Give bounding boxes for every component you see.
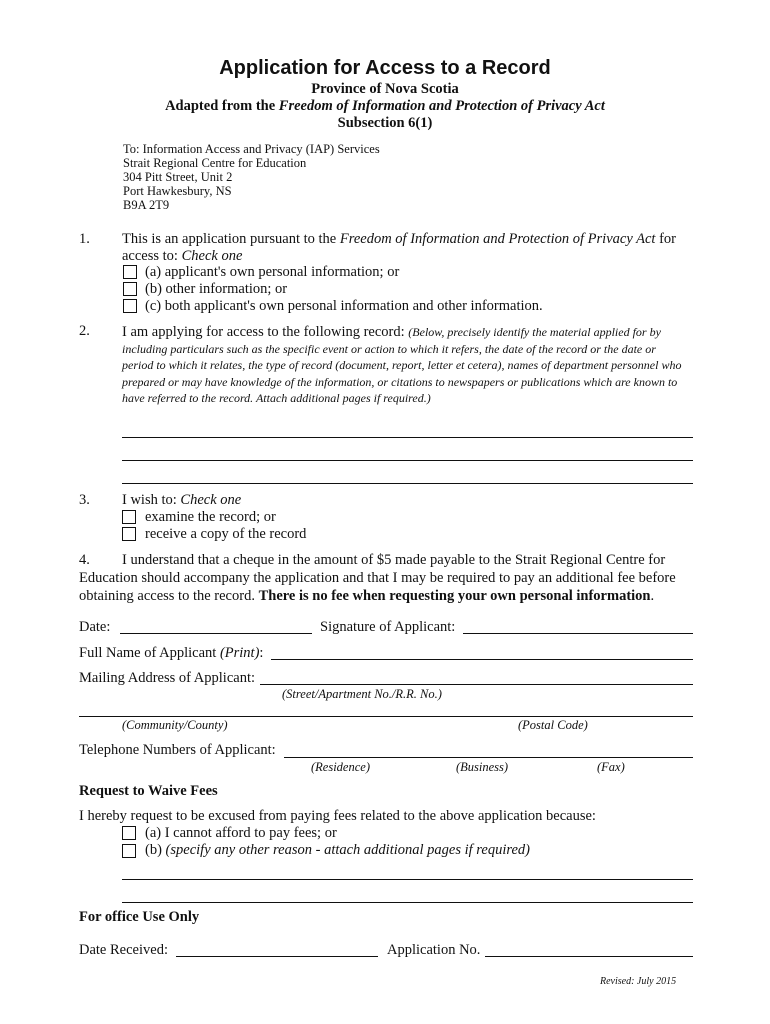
item-3-text (122, 492, 241, 509)
community-postal-input-line[interactable] (79, 716, 693, 717)
full-name-text: Full Name of Applicant (79, 645, 220, 661)
address-line-1: To: Information Access and Privacy (IAP) Services (123, 142, 380, 156)
community-caption: (Community/County) (122, 718, 228, 732)
address-line-3: 304 Pitt Street, Unit 2 (123, 170, 233, 184)
full-name-input-line[interactable] (271, 659, 693, 660)
item-4-line-3 (79, 588, 654, 605)
province-line: Province of Nova Scotia (311, 81, 459, 97)
fax-caption: (Fax) (597, 760, 625, 774)
item-3-check-one: Check one (180, 492, 242, 508)
adapted-prefix: Adapted from the (165, 98, 279, 114)
telephone-label: Telephone Numbers of Applicant: (79, 742, 276, 758)
checkbox-cannot-afford[interactable] (122, 826, 136, 840)
date-received-input-line[interactable] (176, 956, 378, 957)
date-label: Date: (79, 619, 111, 635)
no-fee-note: There is no fee when requesting your own personal information (258, 588, 651, 604)
item-2-note: (Below, precisely identify the material applied for by including particulars such as the specific event or action to which it refers, the date of the record or the date or period to which it relates, the type of record (document, report, letter et cetera), names of department personnel who prepared or may have knowledge of the information, or citations to newspapers or publications which are known to have referred to the record. Attach additional pages if required.) (122, 325, 682, 405)
adapted-line (0, 98, 770, 115)
subsection-line: Subsection 6(1) (337, 115, 433, 131)
record-description-line-2[interactable] (122, 460, 693, 461)
full-name-colon: : (259, 645, 264, 661)
street-input-line[interactable] (260, 684, 693, 685)
item-1-suffix: for (655, 231, 677, 247)
checkbox-other-reason[interactable] (122, 844, 136, 858)
option-examine-label: examine the record; or (145, 509, 276, 525)
waive-option-b (145, 842, 530, 859)
item-4-number: 4. (79, 552, 90, 568)
revised-date: Revised: July 2015 (600, 976, 677, 987)
item-3-wish: I wish to: (122, 492, 181, 508)
mailing-address-label: Mailing Address of Applicant: (79, 670, 255, 686)
record-description-line-3[interactable] (122, 483, 693, 484)
waive-fees-intro: I hereby request to be excused from paying fees related to the above application because: (79, 808, 596, 824)
item-1-line-2 (122, 248, 242, 265)
checkbox-other-info[interactable] (123, 282, 137, 296)
waive-reason-line-1[interactable] (122, 879, 693, 880)
address-line-2: Strait Regional Centre for Education (123, 156, 307, 170)
option-copy-label: receive a copy of the record (145, 526, 307, 542)
street-caption: (Street/Apartment No./R.R. No.) (282, 687, 442, 701)
full-name-label (79, 645, 263, 662)
application-no-label: Application No. (387, 942, 481, 958)
application-no-input-line[interactable] (485, 956, 693, 957)
item-1-prefix: This is an application pursuant to the (122, 231, 340, 247)
adapted-act: Freedom of Information and Protection of Privacy Act (278, 98, 605, 114)
item-2-number: 2. (79, 323, 90, 339)
item-2-paragraph (122, 324, 687, 407)
signature-label: Signature of Applicant: (320, 619, 456, 635)
address-line-5: B9A 2T9 (123, 198, 170, 212)
option-c-label: (c) both applicant's own personal information and other information. (145, 298, 543, 314)
item-1-check-one: Check one (181, 248, 243, 264)
office-use-heading: For office Use Only (79, 909, 200, 925)
date-received-label: Date Received: (79, 942, 168, 958)
checkbox-both-info[interactable] (123, 299, 137, 313)
full-name-print: (Print) (219, 645, 260, 661)
record-description-line-1[interactable] (122, 437, 693, 438)
item-2-text: I am applying for access to the following record: (122, 324, 409, 340)
item-4-line-2: Education should accompany the application and that I may be required to pay an additional fee before (79, 570, 676, 586)
checkbox-receive-copy[interactable] (122, 527, 136, 541)
option-a-label: (a) applicant's own personal information; or (145, 264, 400, 280)
address-line-4: Port Hawkesbury, NS (123, 184, 232, 198)
postal-code-caption: (Postal Code) (518, 718, 588, 732)
page-title: Application for Access to a Record (219, 57, 551, 79)
waive-reason-line-2[interactable] (122, 902, 693, 903)
item-4-line-3-text: obtaining access to the record. (79, 588, 259, 604)
business-caption: (Business) (456, 760, 509, 774)
item-1-act: Freedom of Information and Protection of Privacy Act (339, 231, 656, 247)
checkbox-own-personal-info[interactable] (123, 265, 137, 279)
waive-option-b-prefix: (b) (145, 842, 166, 858)
item-1-number: 1. (79, 231, 90, 247)
telephone-input-line[interactable] (284, 757, 693, 758)
date-input-line[interactable] (120, 633, 312, 634)
waive-option-a: (a) I cannot afford to pay fees; or (145, 825, 337, 841)
item-4-period: . (650, 588, 655, 604)
checkbox-examine-record[interactable] (122, 510, 136, 524)
waive-option-b-reason: (specify any other reason - attach additional pages if required) (165, 842, 530, 858)
option-b-label: (b) other information; or (145, 281, 288, 297)
residence-caption: (Residence) (311, 760, 370, 774)
signature-input-line[interactable] (463, 633, 693, 634)
item-1-access-to: access to: (122, 248, 182, 264)
waive-fees-heading: Request to Waive Fees (79, 783, 218, 799)
item-4-line-1: I understand that a cheque in the amount of $5 made payable to the Strait Regional Centre for (122, 552, 666, 568)
item-1-text (122, 231, 676, 248)
item-3-number: 3. (79, 492, 90, 508)
